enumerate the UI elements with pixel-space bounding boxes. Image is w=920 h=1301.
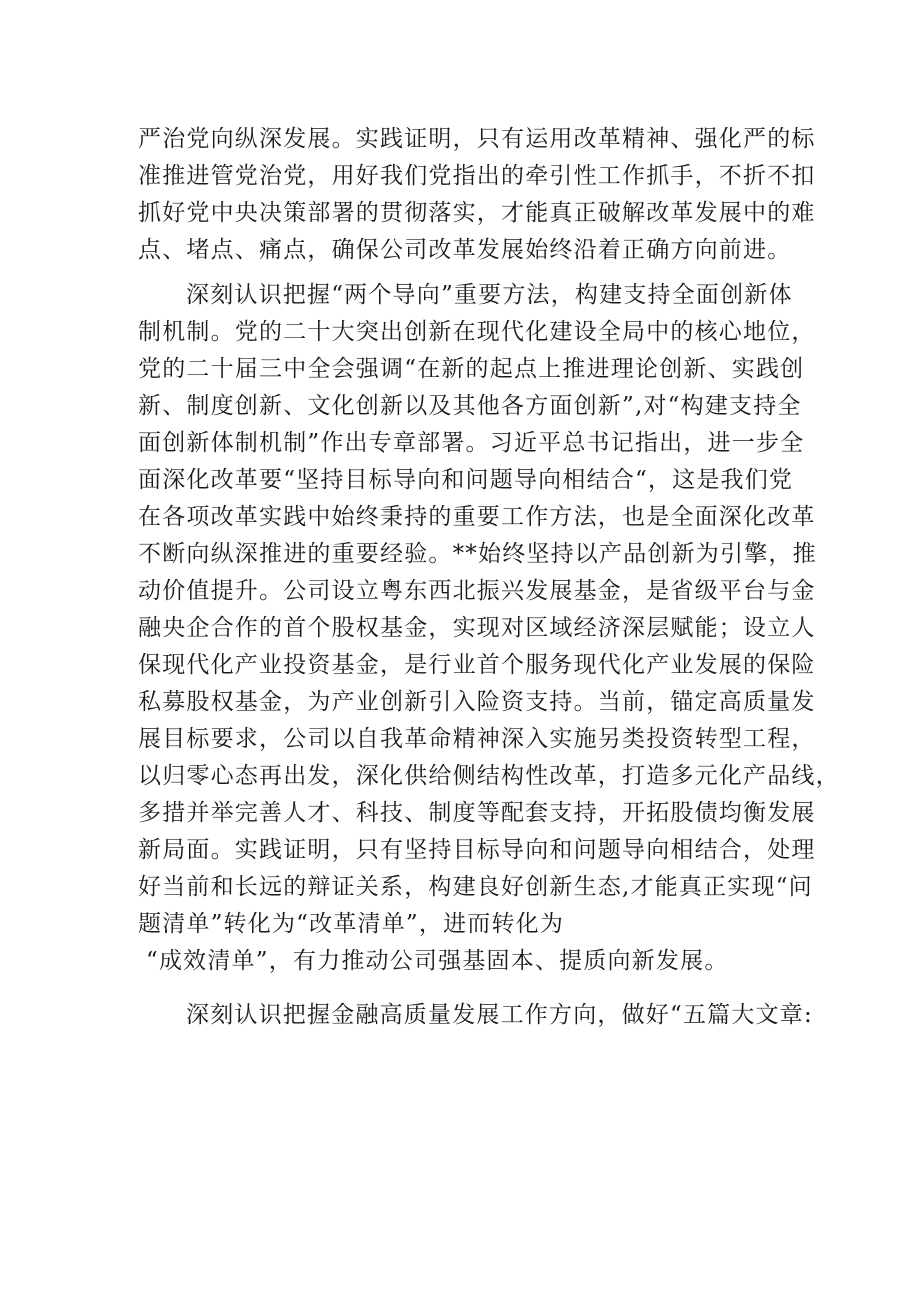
- text-line: 面深化改革要“坚持目标导向和问题导向相结合“，这是我们党: [138, 467, 794, 493]
- text-line: 题清单”转化为“改革清单”，进而转化为: [138, 911, 565, 937]
- text-line: 抓好党中央决策部署的贯彻落实，才能真正破解改革发展中的难: [138, 200, 816, 226]
- text-line: “成效清单”，有力推动公司强基固本、提质向新发展。: [146, 948, 729, 974]
- text-line: 新、制度创新、文化创新以及其他各方面创新”,对“构建支持全: [138, 393, 802, 419]
- text-line: 私募股权基金，为产业创新引入险资支持。当前，锚定高质量发: [138, 689, 816, 715]
- text-line: 以归零心态再出发，深化供给侧结构性改革，打造多元化产品线，: [138, 763, 840, 789]
- text-line: 好当前和长远的辩证关系，构建良好创新生态,才能真正实现“问: [138, 874, 813, 900]
- text-line: 制机制。党的二十大突出创新在现代化建设全局中的核心地位，: [138, 319, 816, 345]
- text-line: 动价值提升。公司设立粤东西北振兴发展基金，是省级平台与金: [138, 578, 816, 604]
- text-line: 面创新体制机制”作出专章部署。习近平总书记指出，进一步全: [138, 430, 805, 456]
- text-line: 融央企合作的首个股权基金，实现对区域经济深层赋能；设立人: [138, 615, 816, 641]
- text-line: 保现代化产业投资基金，是行业首个服务现代化产业发展的保险: [138, 652, 816, 678]
- text-line: 在各项改革实践中始终秉持的重要工作方法，也是全面深化改革: [138, 504, 816, 530]
- text-line: 新局面。实践证明，只有坚持目标导向和问题导向相结合，处理: [138, 837, 816, 863]
- text-line: 党的二十届三中全会强调“在新的起点上推进理论创新、实践创: [138, 356, 805, 382]
- text-line: 多措并举完善人才、科技、制度等配套支持，开拓股债均衡发展: [138, 800, 816, 826]
- text-line: 准推进管党治党，用好我们党指出的牵引性工作抓手，不折不扣: [138, 163, 816, 189]
- text-line: 不断向纵深推进的重要经验。**始终坚持以产品创新为引擎，推: [138, 541, 817, 567]
- text-line: 点、堵点、痛点，确保公司改革发展始终沿着正确方向前进。: [138, 237, 792, 263]
- paragraph-first-line: 深刻认识把握“两个导向”重要方法，构建支持全面创新体: [186, 282, 793, 308]
- text-line: 严治党向纵深发展。实践证明，只有运用改革精神、强化严的标: [138, 126, 816, 152]
- paragraph-first-line: 深刻认识把握金融高质量发展工作方向，做好“五篇大文章:: [186, 1002, 813, 1028]
- text-line: 展目标要求，公司以自我革命精神深入实施另类投资转型工程，: [138, 726, 816, 752]
